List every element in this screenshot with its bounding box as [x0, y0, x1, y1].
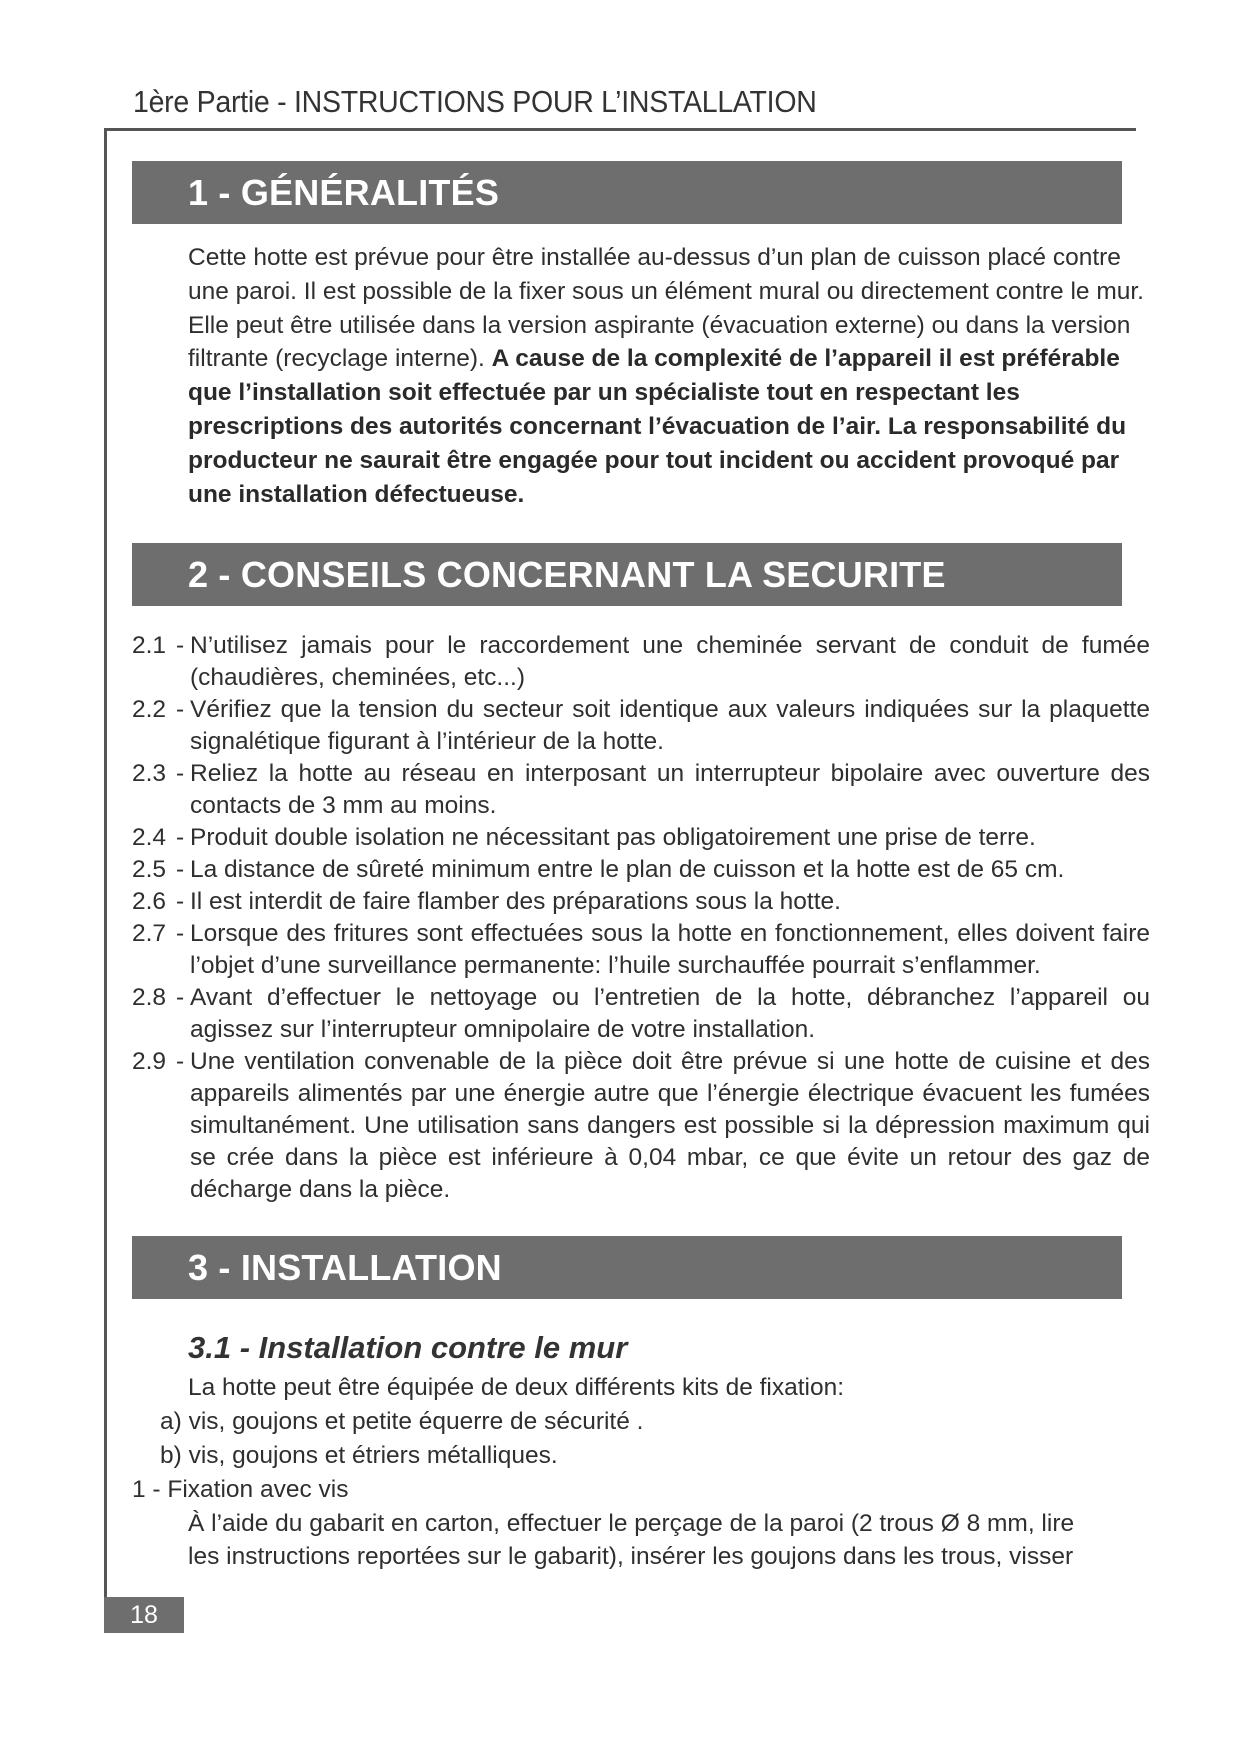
item-text: Produit double isolation ne nécessitant pas obligatoirement une prise de terre.: [190, 824, 1036, 851]
section-1-bold-text: A cause de la complexité de l’appareil il est préférable que l’installation soit effectuée par un spécialiste tout en respectant les prescriptions des autorités concernant l’évacuation de l’air. La responsabilité du producteur ne saurait être engagée pour tout incident ou accident provoqué par une installation défectueuse.: [188, 345, 1127, 508]
item-number: 2.6: [132, 888, 167, 915]
list-item: 2.8 - Avant d’effectuer le nettoyage ou l’entretien de la hotte, débranchez l’appareil ou agissez sur l’interrupteur omnipolaire de votre installation.: [132, 982, 1162, 1046]
frame-left-border: [104, 128, 107, 1620]
step-1-title: 1 - Fixation avec vis: [132, 1476, 349, 1503]
item-text: Reliez la hotte au réseau en interposant un interrupteur bipolaire avec ouverture des contacts de 3 mm au moins.: [190, 760, 1150, 819]
item-text: Lorsque des fritures sont effectuées sous la hotte en fonctionnement, elles doivent faire l’objet d’une surveillance permanente: l’huile surchauffée pourrait s’enflammer.: [190, 920, 1150, 979]
safety-list: [132, 630, 1162, 1206]
list-item: 2.1 - N’utilisez jamais pour le raccordement une cheminée servant de conduit de fumée (chaudières, cheminées, etc...): [132, 630, 1162, 694]
item-text: Il est interdit de faire flamber des préparations sous la hotte.: [190, 888, 841, 915]
list-item: 2.6 - Il est interdit de faire flamber des préparations sous la hotte.: [132, 886, 1162, 918]
option-b: b) vis, goujons et étriers métalliques.: [160, 1442, 558, 1469]
option-a: a) vis, goujons et petite équerre de sécurité .: [160, 1408, 644, 1435]
item-number: 2.7: [132, 920, 167, 947]
list-item: 2.2 - Vérifiez que la tension du secteur soit identique aux valeurs indiquées sur la plaquette signalétique figurant à l’intérieur de la hotte.: [132, 694, 1162, 758]
item-number: 2.2: [132, 696, 167, 723]
list-item: 2.4 - Produit double isolation ne nécessitant pas obligatoirement une prise de terre.: [132, 822, 1162, 854]
item-number: 2.8: [132, 984, 167, 1011]
section-1-text: Cette hotte est prévue pour être installée au-dessus d’un plan de cuisson placé contre une paroi. Il est possible de la fixer sous un élément mural ou directement contre le mur. Elle peut être utilisée dans la version aspirante (évacuation externe) ou dans la version filtrante (recyclage interne).: [188, 244, 1144, 373]
item-text: N’utilisez jamais pour le raccordement une cheminée servant de conduit de fumée (chaudières, cheminées, etc...): [190, 632, 1150, 691]
item-text: Une ventilation convenable de la pièce doit être prévue si une hotte de cuisine et des appareils alimentés par une énergie autre que l’énergie électrique évacuent les fumées simultanément. Une utilisation sans dangers est possible si la dépression maximum qui se crée dans la pièce est inférieure à 0,04 mbar, ce que évite un retour des gaz de décharge dans la pièce.: [190, 1048, 1150, 1203]
list-item: 2.5 - La distance de sûreté minimum entre le plan de cuisson et la hotte est de 65 cm.: [132, 854, 1162, 886]
item-number: 2.3: [132, 760, 167, 787]
step-1-line-1: À l’aide du gabarit en carton, effectuer le perçage de la paroi (2 trous Ø 8 mm, lire: [188, 1510, 1075, 1537]
list-item: 2.3 - Reliez la hotte au réseau en interposant un interrupteur bipolaire avec ouverture des contacts de 3 mm au moins.: [132, 758, 1162, 822]
item-number: 2.1: [132, 632, 167, 659]
section-1-paragraph: [188, 241, 1148, 511]
page-header: 1ère Partie - INSTRUCTIONS POUR L’INSTALLATION: [133, 84, 817, 119]
section-3-title: 3 - INSTALLATION: [132, 1236, 1122, 1299]
item-number: 2.4: [132, 824, 167, 851]
item-text: Vérifiez que la tension du secteur soit identique aux valeurs indiquées sur la plaquette signalétique figurant à l’intérieur de la hotte.: [190, 696, 1150, 755]
list-item: 2.7 - Lorsque des fritures sont effectuées sous la hotte en fonctionnement, elles doivent faire l’objet d’une surveillance permanente: l’huile surchauffée pourrait s’enflammer.: [132, 918, 1162, 982]
item-text: La distance de sûreté minimum entre le plan de cuisson et la hotte est de 65 cm.: [190, 856, 1065, 883]
intro-text: La hotte peut être équipée de deux différents kits de fixation:: [188, 1374, 845, 1401]
page-number: 18: [104, 1597, 184, 1633]
item-number: 2.9: [132, 1048, 167, 1075]
section-1-title: 1 - GÉNÉRALITÉS: [132, 161, 1122, 224]
list-item: 2.9 - Une ventilation convenable de la pièce doit être prévue si une hotte de cuisine et des appareils alimentés par une énergie autre que l’énergie électrique évacuent les fumées simultanément. Une utilisation sans dangers est possible si la dépression maximum qui se crée dans la pièce est inférieure à 0,04 mbar, ce que évite un retour des gaz de décharge dans la pièce.: [132, 1046, 1162, 1206]
frame-top-border: [104, 128, 1136, 131]
section-2-title: 2 - CONSEILS CONCERNANT LA SECURITE: [132, 543, 1122, 606]
item-text: Avant d’effectuer le nettoyage ou l’entretien de la hotte, débranchez l’appareil ou agissez sur l’interrupteur omnipolaire de votre installation.: [190, 984, 1150, 1043]
step-1-line-2: les instructions reportées sur le gabarit), insérer les goujons dans les trous, visser: [188, 1543, 1074, 1570]
item-number: 2.5: [132, 856, 167, 883]
subsection-title: 3.1 - Installation contre le mur: [188, 1330, 628, 1365]
